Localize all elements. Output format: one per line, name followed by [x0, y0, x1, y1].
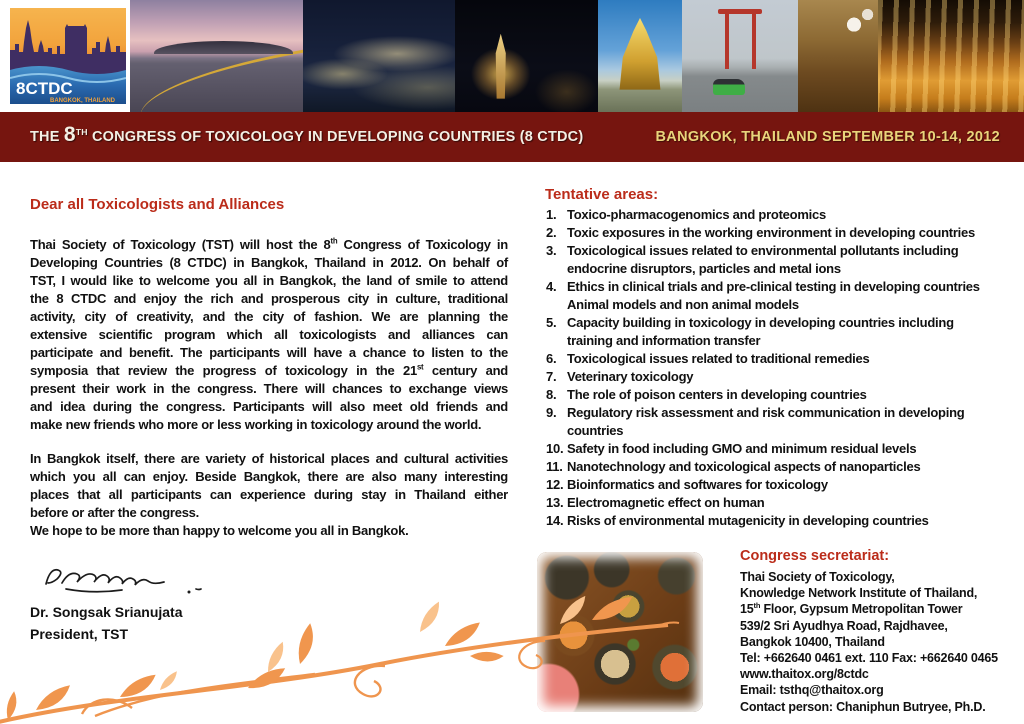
- tentative-item: [546, 278, 1020, 314]
- photo-golden-buddhas-row: [878, 0, 1024, 112]
- ctdc-logo-icon: [10, 8, 126, 104]
- tentative-item-number: 6.: [546, 351, 557, 366]
- signature-image: [36, 556, 206, 602]
- tentative-item: [546, 440, 1020, 458]
- letter-line: and idea during the congress. Participants will also meet old friends and: [30, 399, 508, 414]
- temple-prang-shape: [489, 34, 512, 99]
- tentative-item-number: 13.: [546, 495, 564, 510]
- tentative-item-number: 11.: [546, 459, 563, 474]
- secretariat-line: Email: tsthq@thaitox.org: [740, 683, 884, 698]
- tentative-item-text: Toxicological issues related to environmental pollutants including endocrine disruptors, particles and metal ions: [567, 243, 959, 276]
- terminal-roof-shape: [154, 41, 292, 53]
- photo-wat-arun-night: [455, 0, 598, 112]
- tentative-item-text: Toxic exposures in the working environment in developing countries: [567, 225, 975, 240]
- signer-name: Dr. Songsak Srianujata: [30, 604, 183, 620]
- tentative-item-number: 1.: [546, 207, 557, 222]
- letter-line: make new friends who more or less working in toxicology around the world.: [30, 417, 482, 432]
- secretariat-heading: Congress secretariat:: [740, 548, 890, 564]
- letter-line: Thai Society of Toxicology (TST) will host the 8th Congress of Toxicology in: [30, 236, 508, 252]
- tentative-item: [546, 350, 1020, 368]
- swing-bar-shape: [718, 9, 762, 14]
- tentative-item-number: 8.: [546, 387, 557, 402]
- letter-paragraph: [30, 522, 508, 540]
- letter-line: We hope to be more than happy to welcome you all in Bangkok.: [30, 523, 409, 538]
- tentative-item: [546, 242, 1020, 278]
- tentative-item-number: 5.: [546, 315, 557, 330]
- letter-paragraph: [30, 450, 508, 522]
- letter-line: places that all participants can experience during stay in Thailand either: [30, 487, 508, 502]
- tentative-areas-heading: Tentative areas:: [545, 186, 659, 203]
- secretariat-line: Thai Society of Toxicology,: [740, 570, 895, 584]
- letter-line: activity, city of creativity, and the city of fashion. We are planning the: [30, 309, 508, 324]
- photo-airport-sunset: [130, 0, 303, 112]
- secretariat-line: Contact person: Chaniphun Butryee, Ph.D.: [740, 699, 986, 714]
- logo-location: BANGKOK, THAILAND: [50, 98, 115, 104]
- tentative-item: [546, 386, 1020, 404]
- tentative-item-text: Regulatory risk assessment and risk communication in developing countries: [567, 405, 965, 438]
- tentative-item-number: 4.: [546, 279, 557, 294]
- secretariat-address: [740, 569, 998, 715]
- tentative-item-number: 9.: [546, 405, 557, 420]
- letter-line: TST, I would like to welcome you all in Bangkok, the land of smile to attend: [30, 273, 508, 288]
- congress-date-location: BANGKOK, THAILAND SEPTEMBER 10-14, 2012: [655, 129, 1000, 145]
- secretariat-line: 15th Floor, Gypsum Metropolitan Tower: [740, 601, 963, 617]
- tentative-item-number: 10.: [546, 441, 564, 456]
- thai-food-photo: [537, 552, 703, 712]
- tentative-item-text: Electromagnetic effect on human: [567, 495, 765, 510]
- signer-title: President, TST: [30, 626, 129, 642]
- letter-salutation: Dear all Toxicologists and Alliances: [30, 196, 285, 213]
- secretariat-line: Tel: +662640 0461 ext. 110 Fax: +662640 0465: [740, 651, 998, 666]
- letter-line: which you all can enjoy. Beside Bangkok, there are also many interesting: [30, 469, 508, 484]
- tentative-item-text: Toxico-pharmacogenomics and proteomics: [567, 207, 826, 222]
- tentative-areas-list: [546, 206, 1020, 530]
- tentative-item: [546, 458, 1020, 476]
- letter-line: before or after the congress.: [30, 505, 200, 520]
- tentative-item-number: 3.: [546, 243, 557, 258]
- letter-line: Developing Countries (8 CTDC) in Bangkok, Thailand in 2012. On behalf of: [30, 255, 508, 270]
- tentative-item-text: Safety in food including GMO and minimum residual levels: [567, 441, 917, 456]
- congress-title: THE 8TH CONGRESS OF TOXICOLOGY IN DEVELOPING COUNTRIES (8 CTDC): [30, 123, 584, 146]
- tentative-item-text: Toxicological issues related to traditional remedies: [567, 351, 870, 366]
- tentative-item-text: Veterinary toxicology: [567, 369, 694, 384]
- photo-grand-palace-stupa: [598, 0, 682, 112]
- tentative-item-text: The role of poison centers in developing countries: [567, 387, 867, 402]
- tentative-item-number: 2.: [546, 225, 557, 240]
- tentative-item-number: 12.: [546, 477, 564, 492]
- title-banner: [0, 112, 1024, 162]
- photo-giant-swing-street: [682, 0, 798, 112]
- letter-paragraphs: [30, 236, 508, 540]
- tuktuk-shape: [713, 79, 745, 95]
- letter-line: In Bangkok itself, there are variety of historical places and cultural activities: [30, 451, 508, 466]
- secretariat-line: 539/2 Sri Ayudhya Road, Rajdhavee,: [740, 618, 948, 633]
- tentative-item-number: 7.: [546, 369, 557, 384]
- tentative-item: [546, 476, 1020, 494]
- tentative-item-text: Ethics in clinical trials and pre-clinical testing in developing countries Animal models and non animal models: [567, 279, 980, 312]
- tentative-item: [546, 494, 1020, 512]
- signature-block: [30, 601, 183, 645]
- tentative-item: [546, 404, 1020, 440]
- swing-post-shape: [752, 11, 756, 69]
- tentative-item-text: Bioinformatics and softwares for toxicology: [567, 477, 828, 492]
- tentative-item: [546, 314, 1020, 350]
- secretariat-line: www.thaitox.org/8ctdc: [740, 667, 869, 682]
- tentative-item: [546, 206, 1020, 224]
- header-photo-strip: [130, 0, 1024, 112]
- letter-line: extensive scientific program which all toxicologists and alliances can: [30, 327, 508, 342]
- letter-line: participate and benefit. The participants will have a chance to listen to the: [30, 345, 508, 360]
- photo-city-river-night: [303, 0, 455, 112]
- tentative-item-text: Capacity building in toxicology in developing countries including training and information transfer: [567, 315, 954, 348]
- tentative-item-number: 14.: [546, 513, 564, 528]
- tentative-item-text: Risks of environmental mutagenicity in developing countries: [567, 513, 929, 528]
- tentative-item-text: Nanotechnology and toxicological aspects of nanoparticles: [567, 459, 921, 474]
- photo-thai-spa-basket: [798, 0, 878, 112]
- tentative-item: [546, 512, 1020, 530]
- swing-post-shape: [725, 11, 729, 69]
- tentative-item: [546, 224, 1020, 242]
- golden-stupa-shape: [613, 18, 667, 90]
- secretariat-line: Bangkok 10400, Thailand: [740, 634, 885, 649]
- secretariat-line: Knowledge Network Institute of Thailand,: [740, 586, 978, 601]
- logo-acronym: 8CTDC: [16, 79, 73, 98]
- letter-line: present their work in the congress. There will chances to exchange views: [30, 381, 508, 396]
- tentative-item: [546, 368, 1020, 386]
- letter-line: symposia that review the progress of toxicology in the 21st century and: [30, 362, 509, 378]
- letter-paragraph: [30, 236, 508, 434]
- letter-line: the 8 CTDC and enjoy the rich and prosperous city in culture, traditional: [30, 291, 508, 306]
- ctdc-logo: [10, 8, 126, 104]
